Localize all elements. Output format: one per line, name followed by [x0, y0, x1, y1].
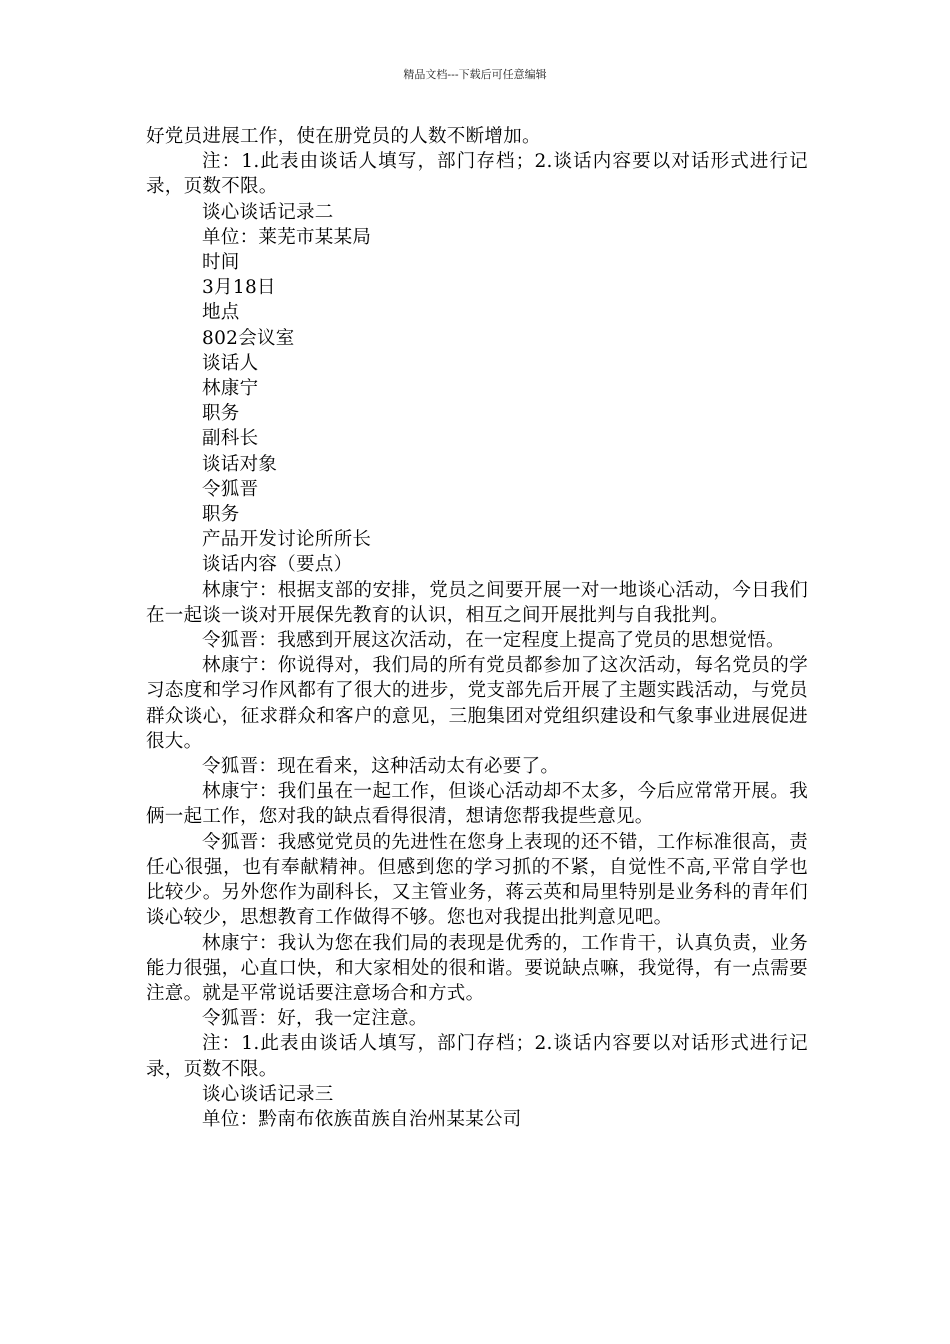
paragraph: 3月18日 [202, 277, 276, 299]
paragraph: 802会议室 [202, 327, 295, 349]
paragraph: 令狐晋：好，我一定注意。 [202, 1008, 428, 1030]
paragraph: 令狐晋 [202, 478, 259, 500]
paragraph: 令狐晋：我感到开展这次活动，在一定程度上提高了党员的思想觉悟。 [202, 630, 785, 652]
paragraph: 单位：黔南布依族苗族自治州某某公司 [202, 1108, 522, 1130]
paragraph: 令狐晋：我感觉党员的先进性在您身上表现的还不错，工作标准很高，责任心很强，也有奉献精神。但感到您的学习抓的不紧，自觉性不高,平常自学也比较少。另外您作为副科长，又主管业务，蒋云英和局里特别是业务科的青年们谈心较少，思想教育工作做得不够。您也对我提出批判意见吧。 [146, 831, 808, 929]
paragraph: 林康宁：我认为您在我们局的表现是优秀的，工作肯干，认真负责，业务能力很强，心直口快，和大家相处的很和谐。要说缺点嘛，我觉得，有一点需要注意。就是平常说话要注意场合和方式。 [146, 932, 808, 1004]
paragraph: 谈话人 [202, 352, 259, 374]
paragraph: 职务 [202, 504, 240, 526]
paragraph: 产品开发讨论所所长 [202, 529, 372, 551]
paragraph: 注：1.此表由谈话人填写，部门存档；2.谈话内容要以对话形式进行记录，页数不限。 [146, 151, 808, 198]
paragraph: 注：1.此表由谈话人填写，部门存档；2.谈话内容要以对话形式进行记录，页数不限。 [146, 1033, 808, 1080]
paragraph: 谈话对象 [202, 453, 278, 475]
paragraph: 林康宁：根据支部的安排，党员之间要开展一对一地谈心活动，今日我们在一起谈一谈对开展保先教育的认识，相互之间开展批判与自我批判。 [146, 579, 808, 626]
page-header: 精品文档---下载后可任意编辑 [403, 68, 547, 81]
paragraph: 谈话内容（要点） [202, 554, 353, 576]
paragraph: 单位：莱芜市某某局 [202, 226, 372, 248]
paragraph: 职务 [202, 403, 240, 425]
paragraph: 令狐晋：现在看来，这种活动太有必要了。 [202, 756, 560, 778]
paragraph: 林康宁：我们虽在一起工作，但谈心活动却不太多，今后应常常开展。我俩一起工作，您对我的缺点看得很清，想请您帮我提些意见。 [146, 781, 808, 828]
paragraph: 好党员进展工作，使在册党员的人数不断增加。 [146, 126, 541, 147]
paragraph: 林康宁：你说得对，我们局的所有党员都参加了这次活动，每名党员的学习态度和学习作风都有了很大的进步，党支部先后开展了主题实践活动，与党员群众谈心，征求群众和客户的意见，三胞集团对党组织建设和气象事业进展促进很大。 [146, 655, 808, 752]
paragraph: 副科长 [202, 428, 259, 450]
document-body [146, 124, 808, 1132]
paragraph: 时间 [202, 252, 240, 274]
paragraph: 谈心谈话记录二 [202, 201, 334, 223]
paragraph: 谈心谈话记录三 [202, 1083, 334, 1105]
paragraph: 林康宁 [202, 378, 259, 400]
paragraph: 地点 [202, 302, 240, 324]
